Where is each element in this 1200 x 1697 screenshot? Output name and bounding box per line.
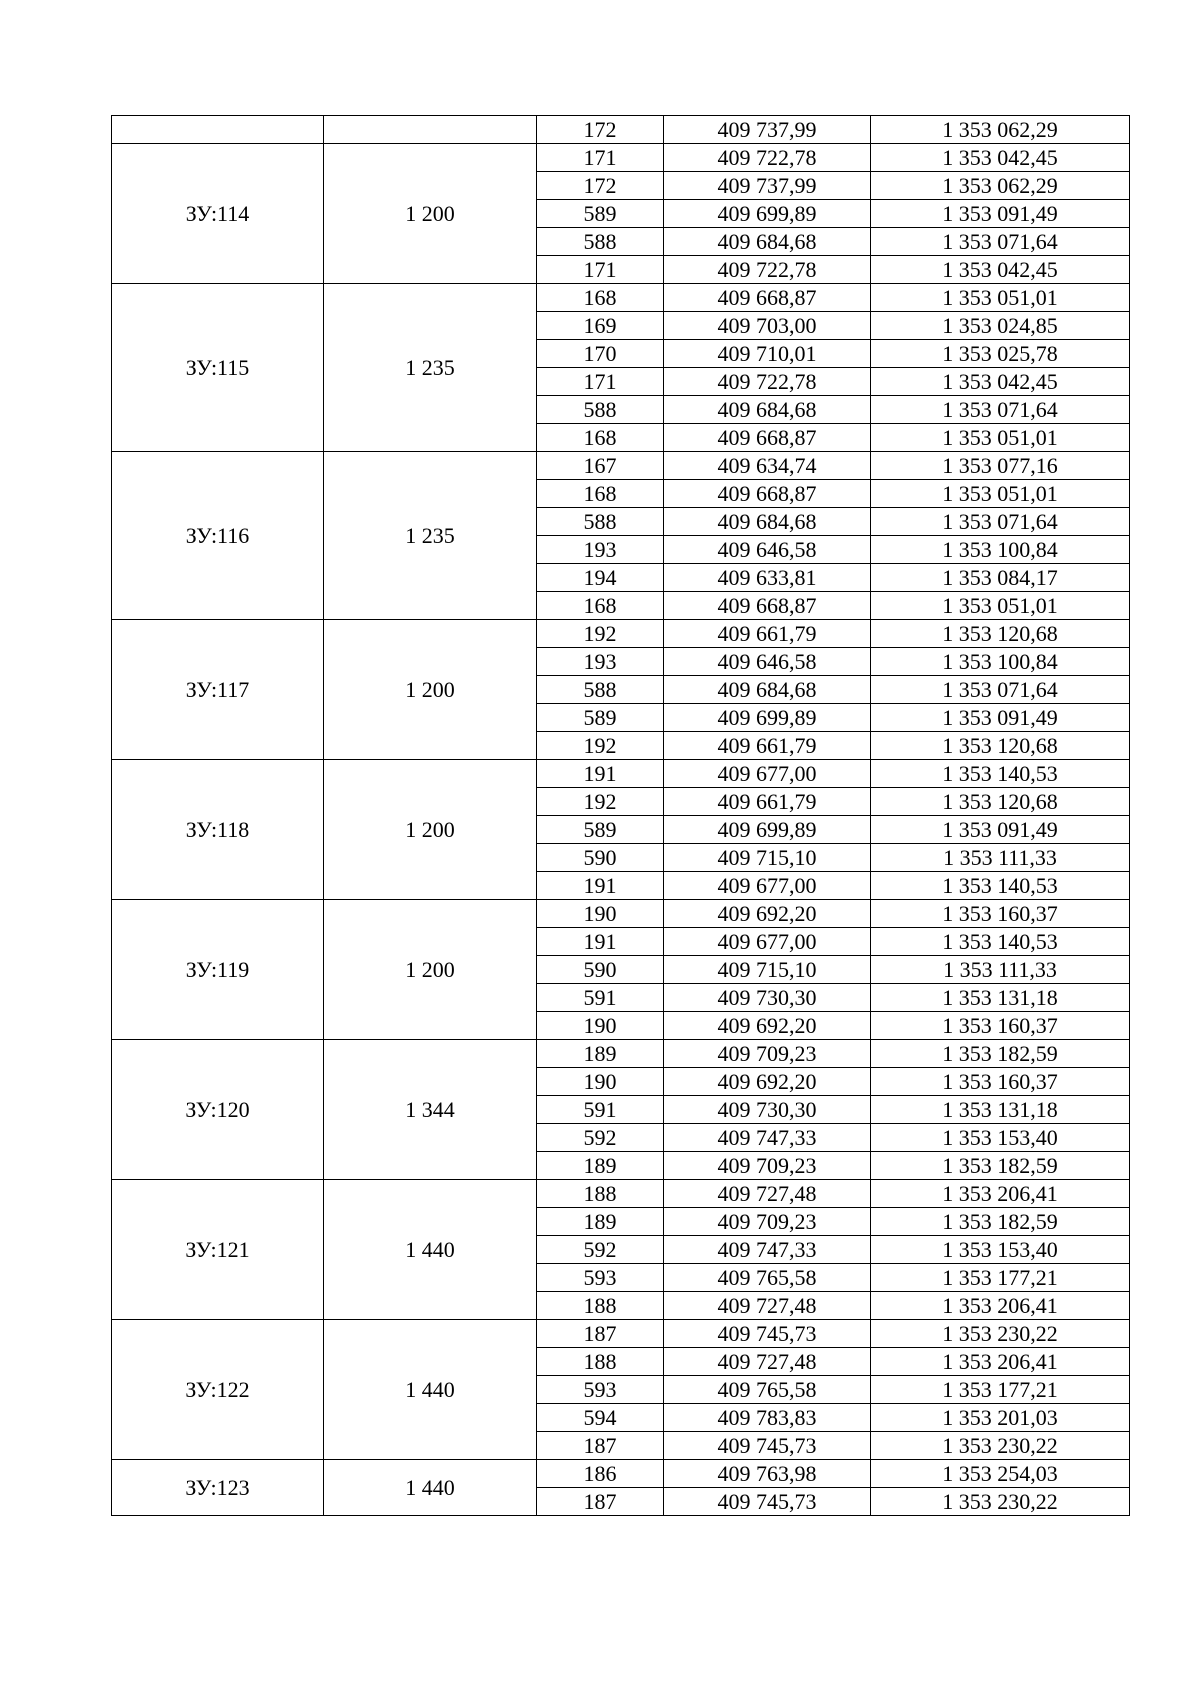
point-number-cell: 187 [537,1432,664,1460]
point-number-cell: 187 [537,1320,664,1348]
x-coordinate-cell: 409 692,20 [664,1068,871,1096]
y-coordinate-cell: 1 353 024,85 [871,312,1130,340]
x-coordinate-cell: 409 722,78 [664,368,871,396]
x-coordinate-cell: 409 709,23 [664,1152,871,1180]
y-coordinate-cell: 1 353 042,45 [871,256,1130,284]
x-coordinate-cell: 409 722,78 [664,256,871,284]
y-coordinate-cell: 1 353 062,29 [871,116,1130,144]
y-coordinate-cell: 1 353 071,64 [871,228,1130,256]
x-coordinate-cell: 409 646,58 [664,648,871,676]
point-number-cell: 187 [537,1488,664,1516]
point-number-cell: 588 [537,228,664,256]
table-row [112,116,1130,144]
y-coordinate-cell: 1 353 131,18 [871,1096,1130,1124]
x-coordinate-cell: 409 763,98 [664,1460,871,1488]
point-number-cell: 190 [537,1068,664,1096]
y-coordinate-cell: 1 353 140,53 [871,872,1130,900]
x-coordinate-cell: 409 668,87 [664,592,871,620]
y-coordinate-cell: 1 353 140,53 [871,928,1130,956]
point-number-cell: 188 [537,1292,664,1320]
x-coordinate-cell: 409 699,89 [664,816,871,844]
point-number-cell: 589 [537,816,664,844]
x-coordinate-cell: 409 677,00 [664,872,871,900]
x-coordinate-cell: 409 684,68 [664,676,871,704]
point-number-cell: 594 [537,1404,664,1432]
x-coordinate-cell: 409 709,23 [664,1208,871,1236]
plot-id-cell: ЗУ:123 [112,1460,324,1516]
point-number-cell: 170 [537,340,664,368]
y-coordinate-cell: 1 353 254,03 [871,1460,1130,1488]
point-number-cell: 590 [537,956,664,984]
y-coordinate-cell: 1 353 230,22 [871,1320,1130,1348]
point-number-cell: 191 [537,928,664,956]
x-coordinate-cell: 409 747,33 [664,1124,871,1152]
y-coordinate-cell: 1 353 100,84 [871,648,1130,676]
x-coordinate-cell: 409 737,99 [664,172,871,200]
table-row [112,1460,1130,1488]
point-number-cell: 168 [537,424,664,452]
plot-area-cell: 1 200 [324,620,537,760]
point-number-cell: 189 [537,1208,664,1236]
point-number-cell: 191 [537,760,664,788]
y-coordinate-cell: 1 353 153,40 [871,1124,1130,1152]
point-number-cell: 192 [537,788,664,816]
x-coordinate-cell: 409 634,74 [664,452,871,480]
y-coordinate-cell: 1 353 177,21 [871,1376,1130,1404]
x-coordinate-cell: 409 661,79 [664,732,871,760]
x-coordinate-cell: 409 692,20 [664,1012,871,1040]
y-coordinate-cell: 1 353 182,59 [871,1152,1130,1180]
y-coordinate-cell: 1 353 051,01 [871,284,1130,312]
point-number-cell: 192 [537,732,664,760]
plot-area-cell: 1 440 [324,1180,537,1320]
x-coordinate-cell: 409 727,48 [664,1348,871,1376]
plot-area-cell: 1 235 [324,284,537,452]
y-coordinate-cell: 1 353 140,53 [871,760,1130,788]
point-number-cell: 186 [537,1460,664,1488]
y-coordinate-cell: 1 353 111,33 [871,844,1130,872]
plot-area-cell: 1 200 [324,900,537,1040]
y-coordinate-cell: 1 353 230,22 [871,1488,1130,1516]
y-coordinate-cell: 1 353 071,64 [871,396,1130,424]
y-coordinate-cell: 1 353 077,16 [871,452,1130,480]
table-row [112,452,1130,480]
x-coordinate-cell: 409 668,87 [664,284,871,312]
y-coordinate-cell: 1 353 177,21 [871,1264,1130,1292]
point-number-cell: 189 [537,1152,664,1180]
y-coordinate-cell: 1 353 025,78 [871,340,1130,368]
x-coordinate-cell: 409 730,30 [664,1096,871,1124]
x-coordinate-cell: 409 722,78 [664,144,871,172]
y-coordinate-cell: 1 353 206,41 [871,1292,1130,1320]
point-number-cell: 168 [537,284,664,312]
point-number-cell: 188 [537,1180,664,1208]
table-row [112,1040,1130,1068]
point-number-cell: 171 [537,368,664,396]
x-coordinate-cell: 409 765,58 [664,1376,871,1404]
plot-area-cell: 1 235 [324,452,537,620]
x-coordinate-cell: 409 692,20 [664,900,871,928]
y-coordinate-cell: 1 353 182,59 [871,1040,1130,1068]
point-number-cell: 193 [537,536,664,564]
y-coordinate-cell: 1 353 051,01 [871,424,1130,452]
plot-id-cell: ЗУ:118 [112,760,324,900]
point-number-cell: 167 [537,452,664,480]
point-number-cell: 591 [537,984,664,1012]
x-coordinate-cell: 409 699,89 [664,704,871,732]
point-number-cell: 592 [537,1124,664,1152]
table-row [112,760,1130,788]
parcel-coordinates-table [111,115,1130,1516]
point-number-cell: 588 [537,508,664,536]
x-coordinate-cell: 409 737,99 [664,116,871,144]
point-number-cell: 588 [537,396,664,424]
y-coordinate-cell: 1 353 120,68 [871,732,1130,760]
point-number-cell: 590 [537,844,664,872]
point-number-cell: 194 [537,564,664,592]
x-coordinate-cell: 409 727,48 [664,1180,871,1208]
x-coordinate-cell: 409 745,73 [664,1488,871,1516]
x-coordinate-cell: 409 745,73 [664,1320,871,1348]
point-number-cell: 191 [537,872,664,900]
point-number-cell: 172 [537,116,664,144]
y-coordinate-cell: 1 353 051,01 [871,480,1130,508]
x-coordinate-cell: 409 730,30 [664,984,871,1012]
x-coordinate-cell: 409 715,10 [664,956,871,984]
y-coordinate-cell: 1 353 153,40 [871,1236,1130,1264]
point-number-cell: 193 [537,648,664,676]
point-number-cell: 169 [537,312,664,340]
y-coordinate-cell: 1 353 111,33 [871,956,1130,984]
x-coordinate-cell: 409 661,79 [664,620,871,648]
y-coordinate-cell: 1 353 206,41 [871,1180,1130,1208]
y-coordinate-cell: 1 353 230,22 [871,1432,1130,1460]
x-coordinate-cell: 409 747,33 [664,1236,871,1264]
plot-id-cell: ЗУ:121 [112,1180,324,1320]
point-number-cell: 589 [537,704,664,732]
plot-area-cell: 1 200 [324,760,537,900]
plot-id-cell: ЗУ:116 [112,452,324,620]
point-number-cell: 168 [537,480,664,508]
y-coordinate-cell: 1 353 120,68 [871,620,1130,648]
plot-id-cell: ЗУ:115 [112,284,324,452]
y-coordinate-cell: 1 353 182,59 [871,1208,1130,1236]
x-coordinate-cell: 409 684,68 [664,508,871,536]
plot-area-cell: 1 344 [324,1040,537,1180]
x-coordinate-cell: 409 699,89 [664,200,871,228]
y-coordinate-cell: 1 353 201,03 [871,1404,1130,1432]
point-number-cell: 189 [537,1040,664,1068]
plot-area-cell: 1 200 [324,144,537,284]
y-coordinate-cell: 1 353 206,41 [871,1348,1130,1376]
table-row [112,144,1130,172]
x-coordinate-cell: 409 765,58 [664,1264,871,1292]
plot-id-cell [112,116,324,144]
point-number-cell: 588 [537,676,664,704]
y-coordinate-cell: 1 353 160,37 [871,1068,1130,1096]
y-coordinate-cell: 1 353 042,45 [871,144,1130,172]
point-number-cell: 591 [537,1096,664,1124]
y-coordinate-cell: 1 353 120,68 [871,788,1130,816]
point-number-cell: 593 [537,1376,664,1404]
x-coordinate-cell: 409 668,87 [664,424,871,452]
x-coordinate-cell: 409 709,23 [664,1040,871,1068]
x-coordinate-cell: 409 745,73 [664,1432,871,1460]
x-coordinate-cell: 409 677,00 [664,760,871,788]
x-coordinate-cell: 409 703,00 [664,312,871,340]
x-coordinate-cell: 409 677,00 [664,928,871,956]
y-coordinate-cell: 1 353 051,01 [871,592,1130,620]
point-number-cell: 172 [537,172,664,200]
y-coordinate-cell: 1 353 084,17 [871,564,1130,592]
table-row [112,1180,1130,1208]
x-coordinate-cell: 409 727,48 [664,1292,871,1320]
y-coordinate-cell: 1 353 160,37 [871,1012,1130,1040]
point-number-cell: 190 [537,1012,664,1040]
y-coordinate-cell: 1 353 042,45 [871,368,1130,396]
y-coordinate-cell: 1 353 100,84 [871,536,1130,564]
x-coordinate-cell: 409 715,10 [664,844,871,872]
table-row [112,900,1130,928]
table-row [112,620,1130,648]
y-coordinate-cell: 1 353 071,64 [871,508,1130,536]
y-coordinate-cell: 1 353 091,49 [871,704,1130,732]
x-coordinate-cell: 409 661,79 [664,788,871,816]
table-body [112,116,1130,1516]
y-coordinate-cell: 1 353 091,49 [871,200,1130,228]
point-number-cell: 171 [537,256,664,284]
point-number-cell: 192 [537,620,664,648]
plot-id-cell: ЗУ:122 [112,1320,324,1460]
x-coordinate-cell: 409 633,81 [664,564,871,592]
plot-area-cell: 1 440 [324,1460,537,1516]
plot-id-cell: ЗУ:120 [112,1040,324,1180]
y-coordinate-cell: 1 353 071,64 [871,676,1130,704]
point-number-cell: 592 [537,1236,664,1264]
point-number-cell: 190 [537,900,664,928]
plot-id-cell: ЗУ:119 [112,900,324,1040]
plot-area-cell [324,116,537,144]
plot-id-cell: ЗУ:114 [112,144,324,284]
point-number-cell: 188 [537,1348,664,1376]
plot-id-cell: ЗУ:117 [112,620,324,760]
table-row [112,284,1130,312]
y-coordinate-cell: 1 353 091,49 [871,816,1130,844]
y-coordinate-cell: 1 353 062,29 [871,172,1130,200]
x-coordinate-cell: 409 783,83 [664,1404,871,1432]
x-coordinate-cell: 409 668,87 [664,480,871,508]
x-coordinate-cell: 409 646,58 [664,536,871,564]
y-coordinate-cell: 1 353 160,37 [871,900,1130,928]
plot-area-cell: 1 440 [324,1320,537,1460]
point-number-cell: 589 [537,200,664,228]
y-coordinate-cell: 1 353 131,18 [871,984,1130,1012]
point-number-cell: 593 [537,1264,664,1292]
point-number-cell: 171 [537,144,664,172]
point-number-cell: 168 [537,592,664,620]
table-row [112,1320,1130,1348]
x-coordinate-cell: 409 684,68 [664,228,871,256]
x-coordinate-cell: 409 710,01 [664,340,871,368]
x-coordinate-cell: 409 684,68 [664,396,871,424]
